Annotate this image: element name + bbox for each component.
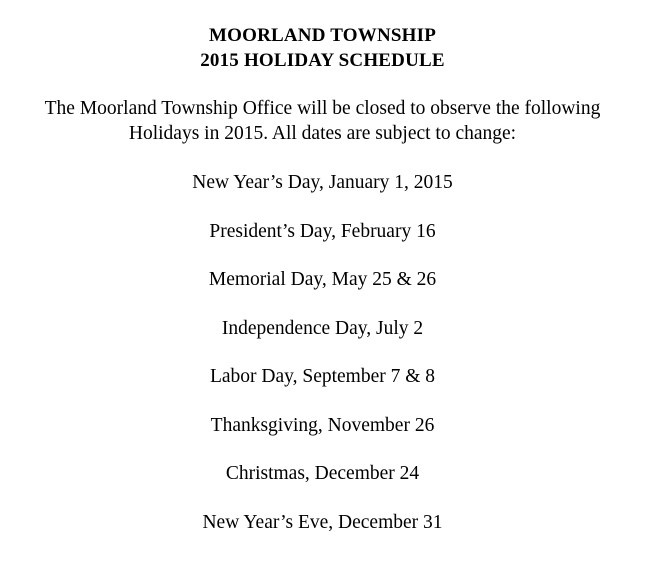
document-title: MOORLAND TOWNSHIP bbox=[208, 25, 437, 46]
intro-text-line-2: Holidays in 2015. All dates are subject to change: bbox=[128, 123, 517, 144]
holiday-item-independence-day: Independence Day, July 2 bbox=[221, 318, 424, 339]
holiday-item-thanksgiving: Thanksgiving, November 26 bbox=[210, 415, 435, 436]
holiday-item-new-years-day: New Year’s Day, January 1, 2015 bbox=[192, 172, 453, 193]
holiday-item-presidents-day: President’s Day, February 16 bbox=[209, 221, 436, 242]
document-subtitle: 2015 HOLIDAY SCHEDULE bbox=[200, 50, 445, 71]
holiday-item-christmas: Christmas, December 24 bbox=[225, 463, 420, 484]
holiday-item-new-years-eve: New Year’s Eve, December 31 bbox=[202, 512, 443, 533]
holiday-item-labor-day: Labor Day, September 7 & 8 bbox=[209, 366, 436, 387]
intro-text-line-1: The Moorland Township Office will be closed to observe the following bbox=[44, 98, 601, 119]
holiday-item-memorial-day: Memorial Day, May 25 & 26 bbox=[208, 269, 437, 290]
